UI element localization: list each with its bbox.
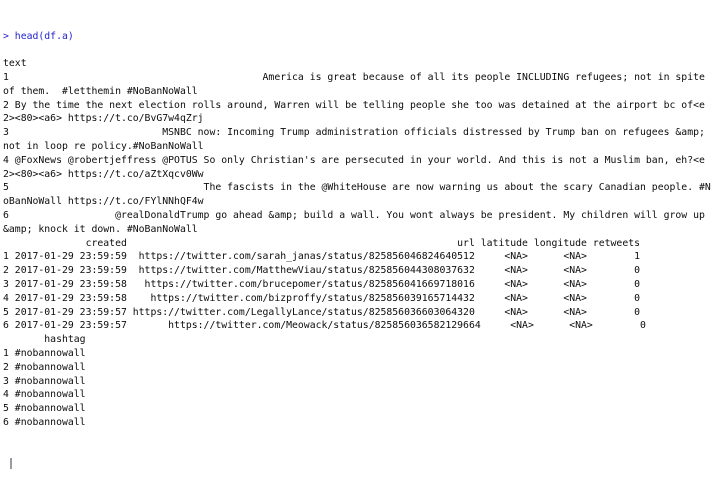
console-output-line: &amp; knock it down. #NoBanNoWall: [3, 223, 198, 235]
text-cursor: [10, 458, 12, 469]
console-output-line: 6 @realDonaldTrump go ahead &amp; build a wall. You wont always be president. My children will grow up: [3, 209, 705, 221]
console-output-line: [3, 43, 712, 57]
console-output-line: 3 2017-01-29 23:59:58 https://twitter.com/brucepomer/status/825856041669718016 <NA> <NA> 0: [3, 278, 641, 290]
console-output-line: oBanNoWall https://t.co/FYlNNhQF4w: [3, 196, 204, 208]
console-output-line: 3 #nobannowall: [3, 375, 86, 387]
console-output-line: of them. #letthemin #NoBanNoWall: [3, 85, 198, 97]
console-output-line: 2 #nobannowall: [3, 361, 86, 373]
console-output-line: 1 #nobannowall: [3, 347, 86, 359]
console-lines: [3, 30, 712, 430]
console-output-line: 2 By the time the next election rolls around, Warren will be telling people she too was detained at the airport bc of<e: [3, 99, 705, 111]
console-output-line: 1 2017-01-29 23:59:59 https://twitter.com/sarah_janas/status/825856046824640512 <NA> <NA> 1: [3, 251, 641, 263]
console-cursor-line: [3, 457, 712, 471]
console-output-line: 1 America is great because of all its people INCLUDING refugees; not in spite: [3, 71, 705, 83]
console-output-line: 3 MSNBC now: Incoming Trump administration officials distressed by Trump ban on refugees &amp;: [3, 127, 705, 139]
console-output-line: 5 2017-01-29 23:59:57 https://twitter.com/LegallyLance/status/825856036603064320 <NA> <NA> 0: [3, 306, 641, 318]
console-output-line: 6 2017-01-29 23:59:57 https://twitter.com/Meowack/status/825856036582129664 <NA> <NA> 0: [3, 320, 646, 332]
console-output-line: created url latitude longitude retweets: [3, 237, 641, 249]
console-output-line: not in loop re policy.#NoBanNoWall: [3, 140, 204, 152]
console-output-line: 4 #nobannowall: [3, 389, 86, 401]
console-output-line: 4 2017-01-29 23:59:58 https://twitter.com/bizproffy/status/825856039165714432 <NA> <NA> 0: [3, 292, 641, 304]
console-output-line: text: [3, 58, 27, 70]
console-output-line: 2><80><a6> https://t.co/BvG7w4qZrj: [3, 113, 204, 125]
console-output-line: 2><80><a6> https://t.co/aZtXqcv0Ww: [3, 168, 204, 180]
console-output-line: 6 #nobannowall: [3, 416, 86, 428]
console-output-line: hashtag: [3, 334, 86, 346]
console-output-line: 4 @FoxNews @robertjeffress @POTUS So only Christian's are persecuted in your world. And this is not a Muslim ban, eh?<e: [3, 154, 705, 166]
console-input-line: > head(df.a): [3, 30, 74, 42]
console-output-line: 2 2017-01-29 23:59:59 https://twitter.com/MatthewViau/status/825856044308037632 <NA> <NA> 0: [3, 265, 641, 277]
console-output-line: 5 #nobannowall: [3, 403, 86, 415]
console-output-line: 5 The fascists in the @WhiteHouse are now warning us about the scary Canadian people. #N: [3, 182, 711, 194]
